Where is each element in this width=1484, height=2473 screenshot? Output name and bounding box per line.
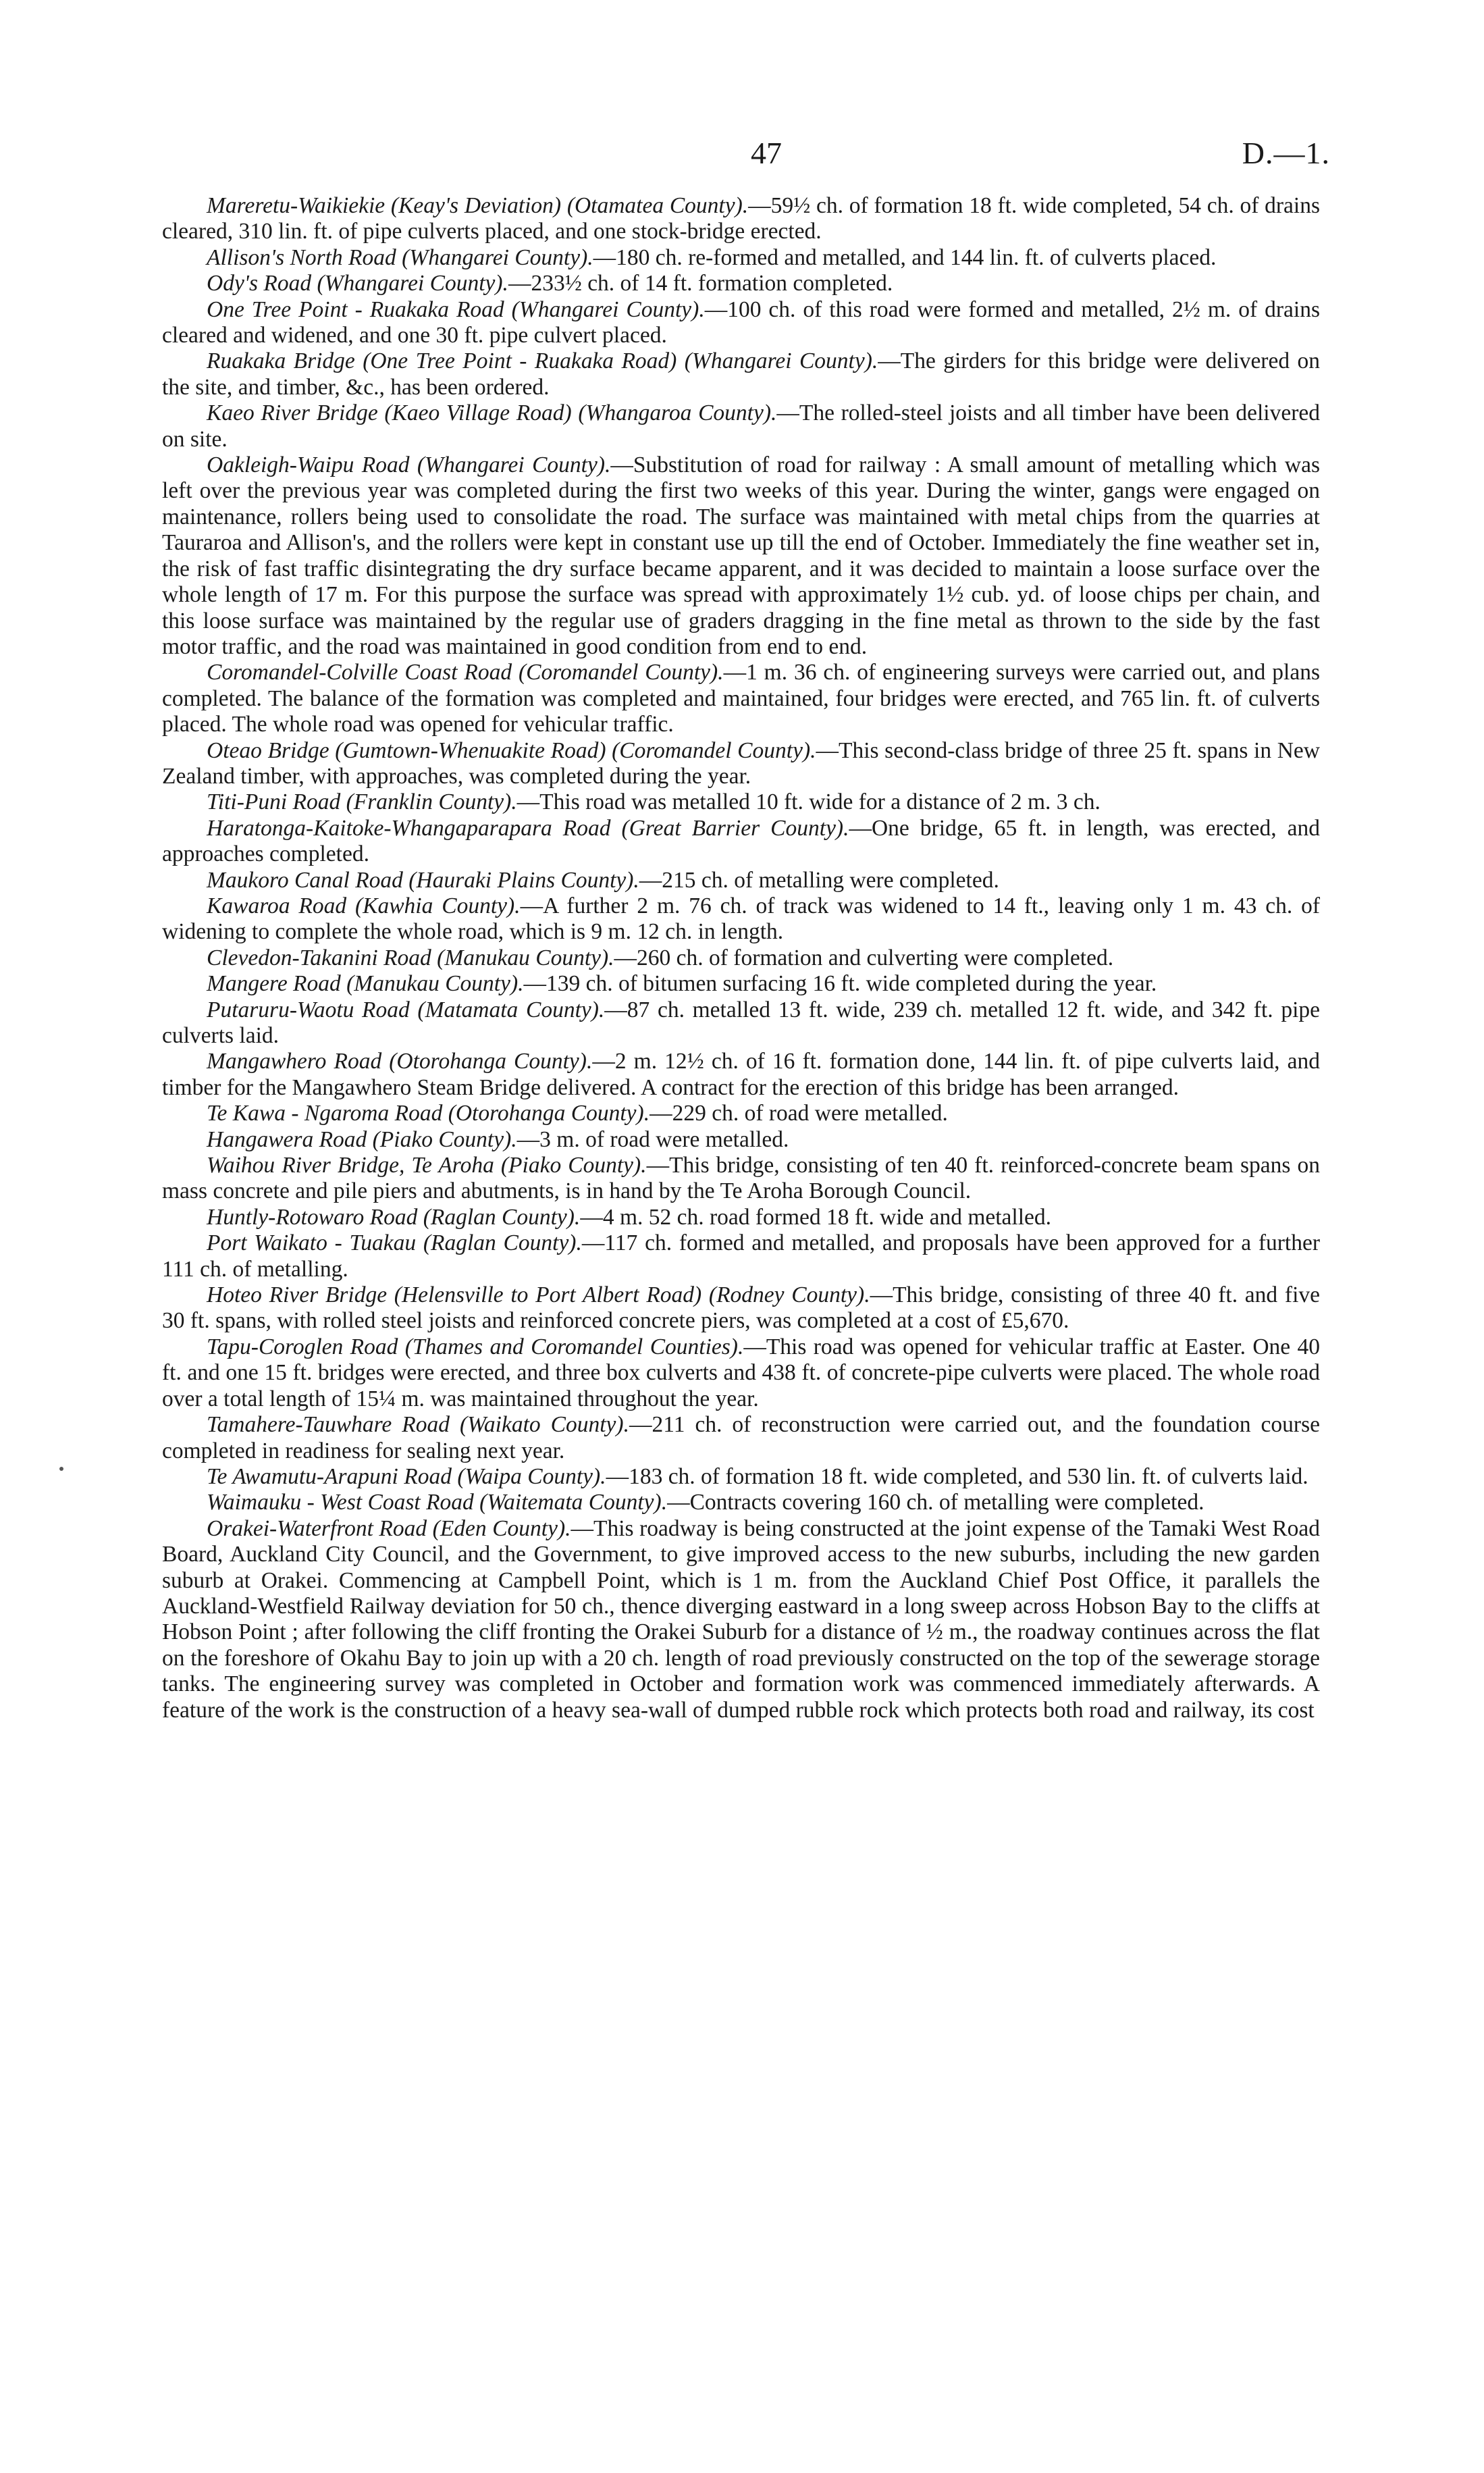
paragraph-text: —229 ch. of road were metalled. xyxy=(650,1101,948,1126)
report-paragraph xyxy=(162,1049,1320,1101)
paragraph-text: —Contracts covering 160 ch. of metalling were completed. xyxy=(667,1490,1204,1515)
paragraph-text: —One bridge, 65 ft. in length, was erected, and approaches completed. xyxy=(162,815,1320,867)
report-paragraph xyxy=(162,1516,1320,1723)
page-number: 47 xyxy=(751,136,782,170)
report-paragraph xyxy=(162,245,1320,271)
paragraph-text: —183 ch. of formation 18 ft. wide completed, and 530 lin. ft. of culverts laid. xyxy=(606,1463,1308,1489)
margin-dot xyxy=(59,1467,63,1471)
road-title: Hoteo River Bridge (Helensville to Port Albert Road) (Rodney County). xyxy=(207,1282,870,1308)
paragraph-text: —1 m. 36 ch. of engineering surveys were carried out, and plans completed. The balance of the formation was completed and maintained, four bridges were erected, and 765 lin. ft. of culverts placed. The whole road was opened for vehicular traffic. xyxy=(162,660,1320,737)
report-paragraph xyxy=(162,1127,1320,1153)
report-paragraph xyxy=(162,348,1320,400)
report-paragraph xyxy=(162,816,1320,868)
report-paragraph xyxy=(162,271,1320,296)
road-title: Te Awamutu-Arapuni Road (Waipa County). xyxy=(207,1463,606,1489)
report-paragraph xyxy=(162,1412,1320,1464)
paragraph-text: —139 ch. of bitumen surfacing 16 ft. wide completed during the year. xyxy=(523,971,1157,997)
road-title: Coromandel-Colville Coast Road (Coromandel County). xyxy=(207,660,724,685)
road-title: Maukoro Canal Road (Hauraki Plains County). xyxy=(207,867,639,893)
paragraph-text: —180 ch. re-formed and metalled, and 144 lin. ft. of culverts placed. xyxy=(593,244,1217,270)
paragraph-text: —Substitution of road for railway : A small amount of metalling which was left over the previous year was completed during the first two weeks of this year. During the winter, gangs were engaged on maintenance, rollers being used to consolidate the road. The surface was maintained with metal chips from the quarries at Tauraroa and Allison's, and the rollers were kept in constant use up till the end of October. Immediately the fine weather set in, the risk of fast traffic disintegrating the dry surface became apparent, and it was decided to maintain a loose surface over the whole length of 17 m. For this purpose the surface was spread with approximately 1½ cub. yd. of loose chips per chain, and this loose surface was maintained by the regular use of graders dragging in the fine metal as thrown to the side by the fast motor traffic, and the road was maintained in good condition from end to end. xyxy=(162,452,1320,659)
road-title: Ruakaka Bridge (One Tree Point - Ruakaka Road) (Whangarei County). xyxy=(207,348,878,374)
paragraph-text: —59½ ch. of formation 18 ft. wide completed, 54 ch. of drains cleared, 310 lin. ft. of pipe culverts placed, and one stock-bridge erected. xyxy=(162,193,1320,244)
report-paragraph xyxy=(162,1490,1320,1515)
report-paragraph xyxy=(162,1230,1320,1282)
road-title: Ody's Road (Whangarei County). xyxy=(207,271,508,296)
road-title: Kaeo River Bridge (Kaeo Village Road) (Whangaroa County). xyxy=(207,400,777,426)
report-paragraph xyxy=(162,868,1320,893)
paragraph-text: —211 ch. of reconstruction were carried out, and the foundation course completed in readiness for sealing next year. xyxy=(162,1412,1320,1463)
report-paragraph xyxy=(162,452,1320,660)
paragraph-text: —This bridge, consisting of three 40 ft. and five 30 ft. spans, with rolled steel joists and reinforced concrete piers, was completed at a cost of £5,670. xyxy=(162,1282,1320,1334)
report-paragraph xyxy=(162,660,1320,737)
road-title: Oakleigh-Waipu Road (Whangarei County). xyxy=(207,452,611,478)
paragraph-text: —The rolled-steel joists and all timber have been delivered on site. xyxy=(162,400,1320,452)
paragraph-text: —3 m. of road were metalled. xyxy=(516,1126,789,1152)
road-title: Waimauku - West Coast Road (Waitemata County). xyxy=(207,1490,668,1515)
paragraph-text: —233½ ch. of 14 ft. formation completed. xyxy=(508,271,893,296)
report-body xyxy=(162,193,1320,1723)
paragraph-text: —A further 2 m. 76 ch. of track was widened to 14 ft., leaving only 1 m. 43 ch. of widening to complete the whole road, which is 9 m. 12 ch. in length. xyxy=(162,893,1320,945)
paragraph-text: —215 ch. of metalling were completed. xyxy=(639,867,999,893)
report-paragraph xyxy=(162,945,1320,971)
document-reference: D.—1. xyxy=(1242,136,1330,170)
road-title: Hangawera Road (Piako County). xyxy=(207,1126,517,1152)
road-title: Mangere Road (Manukau County). xyxy=(207,971,524,997)
paragraph-text: —This second-class bridge of three 25 ft. spans in New Zealand timber, with approaches, was completed during the year. xyxy=(162,737,1320,789)
paragraph-text: —260 ch. of formation and culverting were completed. xyxy=(614,945,1114,970)
paragraph-text: —This road was metalled 10 ft. wide for a distance of 2 m. 3 ch. xyxy=(516,789,1101,815)
report-paragraph xyxy=(162,297,1320,349)
road-title: Titi-Puni Road (Franklin County). xyxy=(207,789,517,815)
road-title: Kawaroa Road (Kawhia County). xyxy=(207,893,521,918)
report-paragraph xyxy=(162,1153,1320,1205)
paragraph-text: —The girders for this bridge were delivered on the site, and timber, &c., has been ordered. xyxy=(162,348,1320,400)
report-paragraph xyxy=(162,971,1320,997)
paragraph-text: —This roadway is being constructed at the joint expense of the Tamaki West Road Board, Auckland City Council, and the Government, to give improved access to the new suburbs, including the new garden suburb at Orakei. Commencing at Campbell Point, which is 1 m. from the Auckland Chief Post Office, it parallels the Auckland-Westfield Railway deviation for 50 ch., thence diverging eastward in a long sweep across Hobson Bay to the cliffs at Hobson Point ; after following the cliff fronting the Orakei Suburb for a distance of ½ m., the roadway continues across the flat on the foreshore of Okahu Bay to join up with a 20 ch. length of road previously constructed on the top of the sewerage storage tanks. The engineering survey was completed in October and formation work was commenced immediately afterwards. A feature of the work is the construction of a heavy sea-wall of dumped rubble rock which protects both road and railway, its cost xyxy=(162,1515,1320,1723)
road-title: Te Kawa - Ngaroma Road (Otorohanga County). xyxy=(207,1101,650,1126)
paragraph-text: —117 ch. formed and metalled, and proposals have been approved for a further 111 ch. of metalling. xyxy=(162,1230,1320,1282)
page-header xyxy=(203,135,1330,176)
report-paragraph xyxy=(162,997,1320,1049)
paragraph-text: —2 m. 12½ ch. of 16 ft. formation done, 144 lin. ft. of pipe culverts laid, and timber for the Mangawhero Steam Bridge delivered. A contract for the erection of this bridge has been arranged. xyxy=(162,1049,1320,1100)
report-paragraph xyxy=(162,193,1320,245)
road-title: Waihou River Bridge, Te Aroha (Piako County). xyxy=(207,1153,647,1178)
report-paragraph xyxy=(162,1464,1320,1490)
road-title: Tamahere-Tauwhare Road (Waikato County). xyxy=(207,1412,629,1438)
road-title: One Tree Point - Ruakaka Road (Whangarei County). xyxy=(207,296,705,322)
road-title: Mangawhero Road (Otorohanga County). xyxy=(207,1049,593,1074)
road-title: Clevedon-Takanini Road (Manukau County). xyxy=(207,945,614,970)
paragraph-text: —This road was opened for vehicular traffic at Easter. One 40 ft. and one 15 ft. bridges were erected, and three box culverts and 438 ft. of concrete-pipe culverts were placed. The whole road over a total length of 15¼ m. was maintained throughout the year. xyxy=(162,1334,1320,1411)
report-paragraph xyxy=(162,1205,1320,1230)
report-paragraph xyxy=(162,1101,1320,1126)
report-paragraph xyxy=(162,738,1320,790)
paragraph-text: —87 ch. metalled 13 ft. wide, 239 ch. metalled 12 ft. wide, and 342 ft. pipe culverts laid. xyxy=(162,997,1320,1048)
road-title: Tapu-Coroglen Road (Thames and Coromandel Counties). xyxy=(207,1334,744,1359)
report-paragraph xyxy=(162,400,1320,452)
report-paragraph xyxy=(162,1282,1320,1334)
road-title: Mareretu-Waikiekie (Keay's Deviation) (Otamatea County). xyxy=(207,193,749,218)
road-title: Haratonga-Kaitoke-Whangaparapara Road (Great Barrier County). xyxy=(207,815,849,841)
road-title: Port Waikato - Tuakau (Raglan County). xyxy=(207,1230,582,1256)
report-paragraph xyxy=(162,893,1320,945)
paragraph-text: —100 ch. of this road were formed and metalled, 2½ m. of drains cleared and widened, and one 30 ft. pipe culvert placed. xyxy=(162,296,1320,348)
report-paragraph xyxy=(162,1334,1320,1412)
paragraph-text: —4 m. 52 ch. road formed 18 ft. wide and metalled. xyxy=(580,1204,1052,1230)
paragraph-text: —This bridge, consisting of ten 40 ft. reinforced-concrete beam spans on mass concrete and pile piers and abutments, is in hand by the Te Aroha Borough Council. xyxy=(162,1153,1320,1204)
road-title: Orakei-Waterfront Road (Eden County). xyxy=(207,1515,571,1541)
road-title: Putaruru-Waotu Road (Matamata County). xyxy=(207,997,605,1022)
road-title: Oteao Bridge (Gumtown-Whenuakite Road) (Coromandel County). xyxy=(207,737,816,763)
road-title: Allison's North Road (Whangarei County). xyxy=(207,244,593,270)
report-paragraph xyxy=(162,789,1320,815)
road-title: Huntly-Rotowaro Road (Raglan County). xyxy=(207,1204,581,1230)
